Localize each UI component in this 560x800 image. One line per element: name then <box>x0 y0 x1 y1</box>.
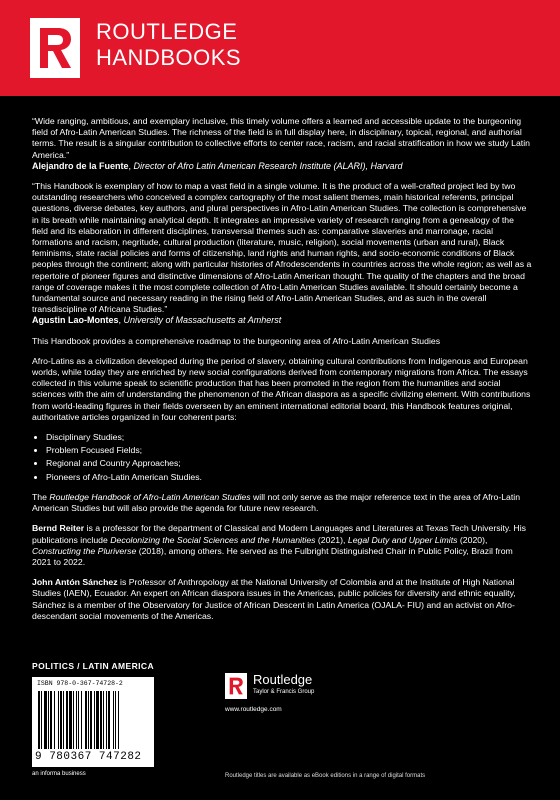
list-item: • Pioneers of Afro-Latin American Studies. <box>46 472 532 483</box>
bio-text: is a professor for the department of Classical and Modern Languages and Literatures at Texas Tech University. His publications include <box>32 523 526 545</box>
isbn-label: ISBN 978-0-367-74728-2 <box>37 680 123 687</box>
bio-text: (2021), <box>315 534 348 545</box>
series-banner <box>0 0 560 96</box>
barcode-number: 9 780367 747282 <box>35 751 142 763</box>
series-name-line1: ROUTLEDGE <box>96 19 238 44</box>
editor-name: John Antón Sánchez <box>32 577 118 588</box>
endorsement-quote: “Wide ranging, ambitious, and exemplary inclusive, this timely volume offers a learned and accessible update to the burgeoning field of Afro-Latin American Studies. The richness of the field is in full display here, in disciplinary, topical, regional, and authorial terms. The result is a singular contribution to collective efforts to center race, racism, and racial stratification in how we study Latin America.” <box>32 116 530 160</box>
editor-name: Bernd Reiter <box>32 523 85 534</box>
informa-tagline: an informa business <box>32 771 86 777</box>
endorser-affiliation: Director of Afro Latin American Research Institute (ALARI), Harvard <box>133 160 403 171</box>
description-intro: This Handbook provides a comprehensive roadmap to the burgeoning area of Afro-Latin American Studies <box>32 335 441 346</box>
list-item: • Problem Focused Fields; <box>46 445 532 456</box>
editor-bio <box>32 523 532 568</box>
publication-title: Legal Duty and Upper Limits <box>347 534 458 545</box>
description-body: Afro-Latins as a civilization developed during the period of slavery, obtaining cultural contributions from Indigenous and European worlds, while today they are enriched by new social configurations derived from contemporary migrations from Africa. The essays collected in this volume speak to scientific production that has been promoted in the region from the humanities and social sciences with the aim of understanding the phenomenon of the African diaspora as a specific civilizing element. With contributions from world-leading figures in their fields overseen by an eminent international editorial board, this Handbook features original, authoritative articles organized in four coherent parts: <box>32 355 531 422</box>
description-closing <box>32 492 532 514</box>
cover-text <box>32 116 532 631</box>
routledge-r-logo-icon <box>225 673 247 699</box>
publisher-name: Routledge <box>253 672 313 687</box>
endorsement-quote: “This Handbook is exemplary of how to map a vast field in a single volume. It is the product of a well-crafted project led by two outstanding researchers who conceived a complex cartography of the most salient themes, main historical referents, principal questions, diverse debates, key authors, and plural perspectives in Afro-Latin American Studies. The collection is comprehensive in its breath while maintaining analytical depth. It integrates an impressive variety of research ranging from a genealogy of the field and its elaboration in different disciplines, transversal themes such as: comparative slaveries and marronage, racial formations and racism, negritude, cultural production (literature, music, religion), social movements (urban and rural), Black feminisms, state racial policies and forms of citizenship, land rights and human rights, and socio-economic conditions of Black peoples through the continent; along with particular histories of Afrodescendents in countries across the whole region; as well as a repertoire of pioneer figures and distinctive dimensions of Afro-Latin American thought. The quality of the chapters and the broad range of coverage makes it the most complete collection of Afro-Latin American Studies available. It should certainly become a fundamental source and necessary reading in the rising field of Afro-Latin American Studies, and as such in the overall transdiscipline of Africana Studies.” <box>32 181 532 315</box>
ebook-note: Routledge titles are available as eBook editions in a range of digital formats <box>225 773 426 779</box>
publication-title: Decolonizing the Social Sciences and the Humanities <box>110 534 316 545</box>
list-item: • Regional and Country Approaches; <box>46 458 532 469</box>
endorser-affiliation: University of Massachusetts at Amherst <box>123 315 282 326</box>
endorser-name: Alejandro de la Fuente <box>32 160 129 171</box>
endorsement-attribution: Alejandro de la Fuente, Director of Afro Latin American Research Institute (ALARI), Harvard <box>32 160 403 171</box>
isbn-barcode <box>32 677 154 767</box>
endorsement <box>32 116 532 172</box>
bio-text: is Professor of Anthropology at the National University of Colombia and at the Institute of High National Studies (IAEN), Ecuador. An expert on African diaspora issues in the Americas, public policies for diversity and ethnic equality, Sánchez is a member of the Observatory for Justice of African Descent in Latin America (OJALA- FIU) and an activist on Afro-descendant social movements of the Americas. <box>32 577 516 621</box>
endorser-name: Agustin Lao-Montes <box>32 315 119 326</box>
book-title: Routledge Handbook of Afro-Latin American Studies <box>49 491 251 502</box>
closing-suffix: will not only serve as the major reference text in the area of Afro-Latin American Studies but will also provide the agenda for future new research. <box>32 491 521 514</box>
routledge-r-logo-icon <box>30 18 80 78</box>
closing-prefix: The <box>32 491 50 502</box>
barcode-bars-icon <box>38 691 148 749</box>
endorsement-attribution: Agustin Lao-Montes, University of Massachusetts at Amherst <box>32 315 282 326</box>
bio-text: (2020), <box>457 534 488 545</box>
list-item: • Disciplinary Studies; <box>46 432 532 443</box>
parts-list <box>32 432 532 483</box>
editor-bio <box>32 577 532 622</box>
bio-text: (2018), among others. He served as the Fulbright Distinguished Chair in Public Policy, Brazil from 2021 to 2022. <box>32 545 513 567</box>
publisher-url[interactable]: www.routledge.com <box>225 706 282 713</box>
subject-category: POLITICS / LATIN AMERICA <box>32 661 154 671</box>
endorsement <box>32 181 532 327</box>
publisher-group: Taylor & Francis Group <box>253 689 315 695</box>
publication-title: Constructing the Pluriverse <box>32 545 137 556</box>
series-name-line2: HANDBOOKS <box>96 45 242 70</box>
